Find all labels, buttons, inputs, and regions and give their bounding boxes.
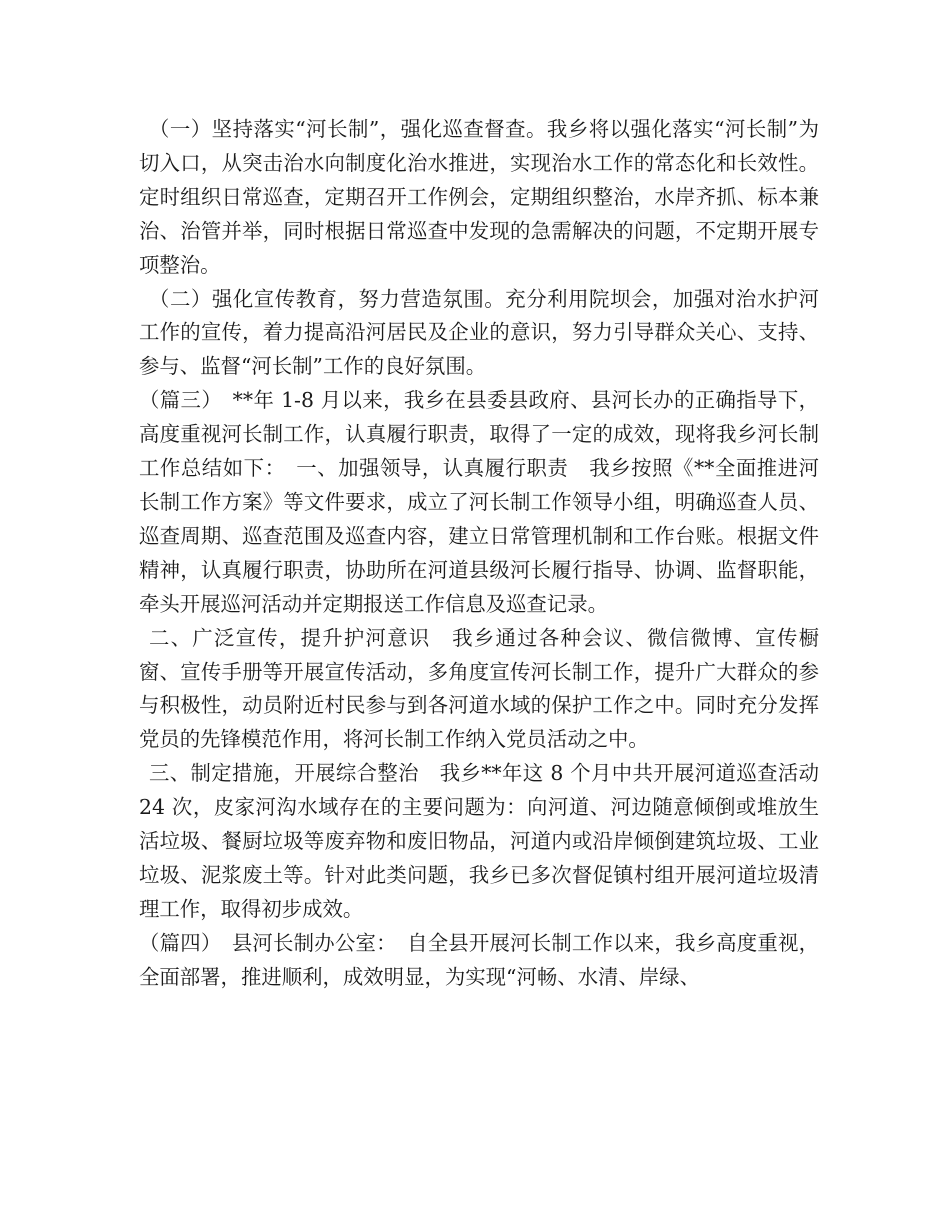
paragraph-publicity-awareness: 二、广泛宣传，提升护河意识 我乡通过各种会议、微信微博、宣传橱窗、宣传手册等开展宣传活动，多角度宣传河长制工作，提升广大群众的参与积极性，动员附近村民参与到各河道水域的保护工作之中。同时充分发挥党员的先锋模范作用，将河长制工作纳入党员活动之中。 — [139, 625, 819, 752]
paragraph-river-chief-inspection: （一）坚持落实“河长制”，强化巡查督查。我乡将以强化落实“河长制”为切入口，从突击治水向制度化治水推进，实现治水工作的常态化和长效性。定时组织日常巡查，定期召开工作例会，定期组织整治，水岸齐抓、标本兼治、治管并举，同时根据日常巡查中发现的急需解决的问题，不定期开展专项整治。 — [139, 117, 819, 277]
paragraph-publicity-education: （二）强化宣传教育，努力营造氛围。充分利用院坝会，加强对治水护河工作的宣传，着力提高沿河居民及企业的意识，努力引导群众关心、支持、参与、监督“河长制”工作的良好氛围。 — [139, 286, 819, 379]
paragraph-part-three-summary: （篇三） **年 1-8 月以来，我乡在县委县政府、县河长办的正确指导下，高度重视河长制工作，认真履行职责，取得了一定的成效，现将我乡河长制工作总结如下： 一、加强领导，认真履行职责 我乡按照《**全面推进河长制工作方案》等文件要求，成立了河长制工作领导小组，明确巡查人员、巡查周期、巡查范围及巡查内容，建立日常管理机制和工作台账。根据文件精神，认真履行职责，协助所在河道县级河长履行指导、协调、监督职能，牵头开展巡河活动并定期报送工作信息及巡查记录。 — [139, 388, 819, 616]
document-page — [139, 113, 826, 995]
paragraph-part-four-intro: （篇四） 县河长制办公室： 自全县开展河长制工作以来，我乡高度重视，全面部署，推进顺利，成效明显，为实现“河畅、水清、岸绿、 — [139, 930, 819, 989]
paragraph-comprehensive-remediation: 三、制定措施，开展综合整治 我乡**年这 8 个月中共开展河道巡查活动 24 次，皮家河沟水域存在的主要问题为：向河道、河边随意倾倒或堆放生活垃圾、餐厨垃圾等废弃物和废旧物品，河道内或沿岸倾倒建筑垃圾、工业垃圾、泥浆废土等。针对此类问题，我乡已多次督促镇村组开展河道垃圾清理工作，取得初步成效。 — [139, 761, 826, 921]
